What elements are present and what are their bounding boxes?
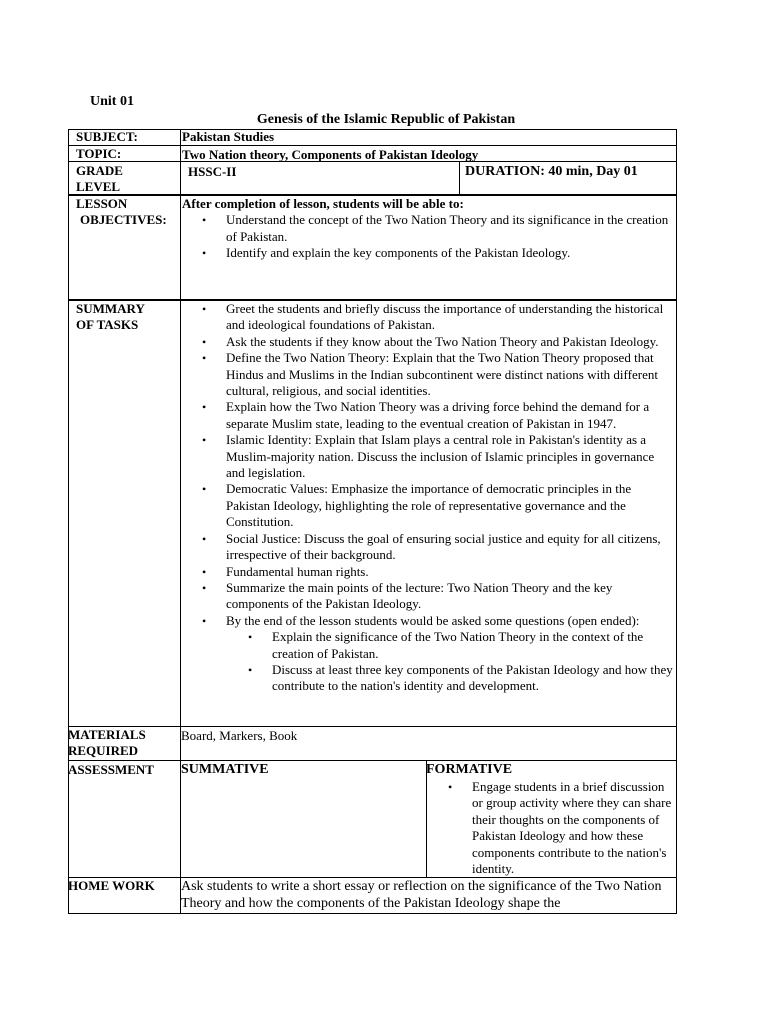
- homework-value: Ask students to write a short essay or reflection on the significance of the Two Nation Theory and how the components of the Pakistan Ideology shape the: [181, 879, 662, 911]
- formative-content: [428, 779, 674, 877]
- objectives-label-line1: LESSON: [76, 196, 128, 211]
- list-item: • Understand the concept of the Two Nation Theory and its significance in the creation of Pakistan.: [182, 212, 674, 245]
- list-item: • Social Justice: Discuss the goal of ensuring social justice and equity for all citizens, irrespective of their background.: [182, 531, 676, 564]
- subject-label: SUBJECT:: [76, 129, 138, 144]
- materials-label-line2: REQUIRED: [68, 743, 139, 759]
- grade-label-line2: LEVEL: [76, 179, 121, 195]
- summary-label: [76, 301, 145, 334]
- list-item: • Explain the significance of the Two Nation Theory in the context of the creation of Pakistan.: [226, 629, 676, 662]
- objectives-content: [182, 196, 674, 262]
- unit-heading: Unit 01: [90, 94, 134, 109]
- objectives-label: [76, 196, 167, 229]
- materials-label-line1: MATERIALS: [68, 727, 146, 742]
- formative-list: [428, 779, 674, 877]
- objectives-list: [182, 212, 674, 261]
- lesson-plan-table: [68, 129, 677, 914]
- objectives-label-line2: OBJECTIVES:: [80, 212, 167, 228]
- summative-label: SUMMATIVE: [181, 762, 269, 777]
- list-item: • Greet the students and briefly discuss the importance of understanding the historical and ideological foundations of Pakistan.: [182, 301, 676, 334]
- list-item: • Define the Two Nation Theory: Explain that the Two Nation Theory proposed that Hindus and Muslims in the Indian subcontinent were distinct nations with different cultural, religious, and social identities.: [182, 350, 676, 399]
- summary-label-line1: SUMMARY: [76, 301, 145, 316]
- homework-label: HOME WORK: [68, 878, 155, 893]
- summary-content: [182, 301, 676, 695]
- topic-label: TOPIC:: [76, 146, 122, 161]
- grade-label: [76, 163, 123, 196]
- summary-sub-list: [226, 629, 676, 695]
- list-item: • Engage students in a brief discussion or group activity where they can share their thoughts on the components of Pakistan Ideology and how these components contribute to the nation's identity.: [428, 779, 674, 877]
- grade-value: HSSC-II: [188, 164, 237, 179]
- summary-list: [182, 301, 676, 629]
- topic-value: Two Nation theory, Components of Pakistan Ideology: [182, 147, 479, 162]
- list-item: • Identify and explain the key components of the Pakistan Ideology.: [182, 245, 674, 261]
- duration-value: DURATION: 40 min, Day 01: [465, 164, 638, 179]
- materials-label: [68, 727, 146, 760]
- materials-value: Board, Markers, Book: [181, 728, 298, 743]
- document-title: Genesis of the Islamic Republic of Pakistan: [256, 112, 516, 127]
- summary-label-line2: OF TASKS: [76, 317, 139, 333]
- formative-label: FORMATIVE: [426, 762, 513, 777]
- subject-value: Pakistan Studies: [182, 129, 275, 144]
- objectives-intro: After completion of lesson, students will be able to:: [182, 196, 464, 211]
- list-item: • Democratic Values: Emphasize the importance of democratic principles in the Pakistan Ideology, highlighting the role of representative governance and the Constitution.: [182, 481, 676, 530]
- list-item: • Islamic Identity: Explain that Islam plays a central role in Pakistan's identity as a Muslim-majority nation. Discuss the inclusion of Islamic principles in governance and legislation.: [182, 432, 676, 481]
- list-item: • By the end of the lesson students would be asked some questions (open ended):: [182, 613, 676, 629]
- assessment-label: ASSESSMENT: [68, 762, 154, 777]
- list-item: • Fundamental human rights.: [182, 564, 676, 580]
- list-item: • Summarize the main points of the lecture: Two Nation Theory and the key components of the Pakistan Ideology.: [182, 580, 676, 613]
- list-item: • Explain how the Two Nation Theory was a driving force behind the demand for a separate Muslim state, leading to the eventual creation of Pakistan in 1947.: [182, 399, 676, 432]
- list-item: • Discuss at least three key components of the Pakistan Ideology and how they contribute to the nation's identity and development.: [226, 662, 676, 695]
- list-item: • Ask the students if they know about the Two Nation Theory and Pakistan Ideology.: [182, 334, 676, 350]
- grade-label-line1: GRADE: [76, 163, 123, 178]
